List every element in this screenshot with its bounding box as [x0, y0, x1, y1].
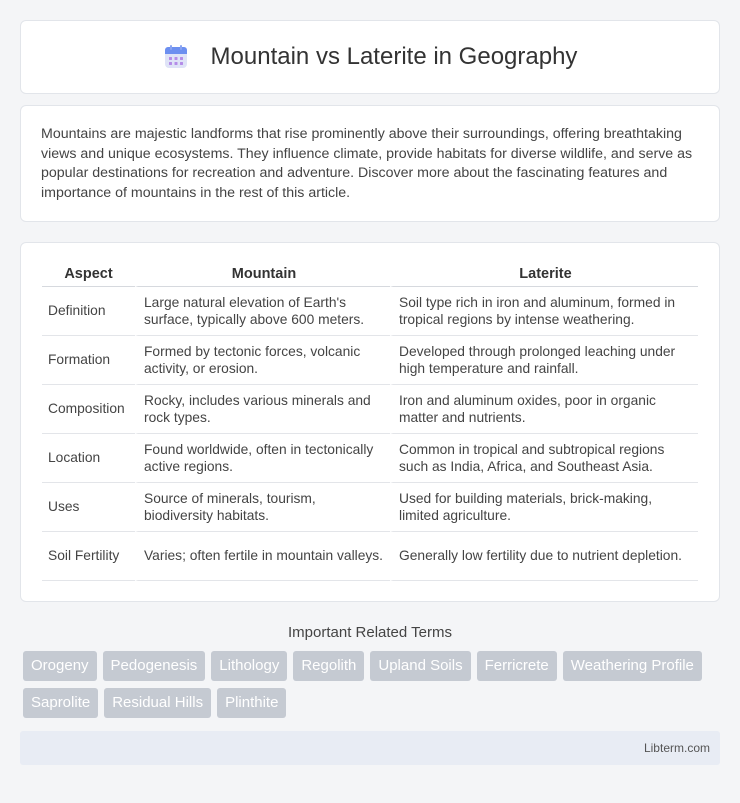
cell-aspect: Formation: [42, 336, 135, 385]
title-card: [20, 20, 720, 94]
cell-laterite: Used for building materials, brick-making, limited agriculture.: [390, 483, 698, 532]
cell-laterite: Common in tropical and subtropical regions such as India, Africa, and Southeast Asia.: [390, 434, 698, 483]
cell-mountain: Varies; often fertile in mountain valleys.: [135, 532, 390, 581]
term-tag-saprolite[interactable]: Saprolite: [23, 688, 98, 718]
cell-aspect: Composition: [42, 385, 135, 434]
comparison-table-card: [20, 242, 720, 602]
intro-text: Mountains are majestic landforms that rise prominently above their surroundings, offering breathtaking views and unique ecosystems. They influence climate, provide habitats for diverse wildlife, and serve as popular destinations for recreation and adventure. Discover more about the fascinating features and importance of mountains in the rest of this article.: [41, 126, 693, 201]
page-title: Mountain vs Laterite in Geography: [210, 43, 578, 70]
cell-laterite: Soil type rich in iron and aluminum, formed in tropical regions by intense weathering.: [390, 287, 698, 336]
cell-aspect: Soil Fertility: [42, 532, 135, 581]
header-aspect: Aspect: [42, 259, 135, 287]
header-mountain: Mountain: [135, 259, 390, 287]
term-tag-ferricrete[interactable]: Ferricrete: [477, 651, 557, 681]
table-row: [42, 287, 698, 336]
comparison-table: [42, 259, 698, 581]
term-tag-regolith[interactable]: Regolith: [293, 651, 364, 681]
cell-laterite: Generally low fertility due to nutrient depletion.: [390, 532, 698, 581]
table-row: [42, 483, 698, 532]
table-row: [42, 385, 698, 434]
cell-laterite: Iron and aluminum oxides, poor in organic matter and nutrients.: [390, 385, 698, 434]
term-tag-pedogenesis[interactable]: Pedogenesis: [103, 651, 206, 681]
header-laterite: Laterite: [390, 259, 698, 287]
cell-mountain: Source of minerals, tourism, biodiversity habitats.: [135, 483, 390, 532]
related-terms-list: [20, 641, 720, 725]
table-row: [42, 336, 698, 385]
term-tag-weathering-profile[interactable]: Weathering Profile: [563, 651, 702, 681]
related-terms-title: Important Related Terms: [288, 624, 452, 641]
term-tag-lithology[interactable]: Lithology: [211, 651, 287, 681]
term-tag-plinthite[interactable]: Plinthite: [217, 688, 286, 718]
table-row: [42, 434, 698, 483]
footer-brand-link[interactable]: Libterm.com: [643, 741, 710, 755]
calendar-icon: [163, 44, 189, 70]
cell-mountain: Large natural elevation of Earth's surface, typically above 600 meters.: [135, 287, 390, 336]
cell-laterite: Developed through prolonged leaching under high temperature and rainfall.: [390, 336, 698, 385]
term-tag-residual-hills[interactable]: Residual Hills: [104, 688, 211, 718]
cell-mountain: Formed by tectonic forces, volcanic activity, or erosion.: [135, 336, 390, 385]
cell-mountain: Rocky, includes various minerals and rock types.: [135, 385, 390, 434]
footer: [20, 731, 720, 765]
cell-aspect: Location: [42, 434, 135, 483]
intro-card: [20, 105, 720, 222]
cell-aspect: Uses: [42, 483, 135, 532]
cell-mountain: Found worldwide, often in tectonically active regions.: [135, 434, 390, 483]
term-tag-orogeny[interactable]: Orogeny: [23, 651, 97, 681]
table-row: [42, 532, 698, 581]
term-tag-upland-soils[interactable]: Upland Soils: [370, 651, 470, 681]
cell-aspect: Definition: [42, 287, 135, 336]
table-header-row: [42, 259, 698, 287]
